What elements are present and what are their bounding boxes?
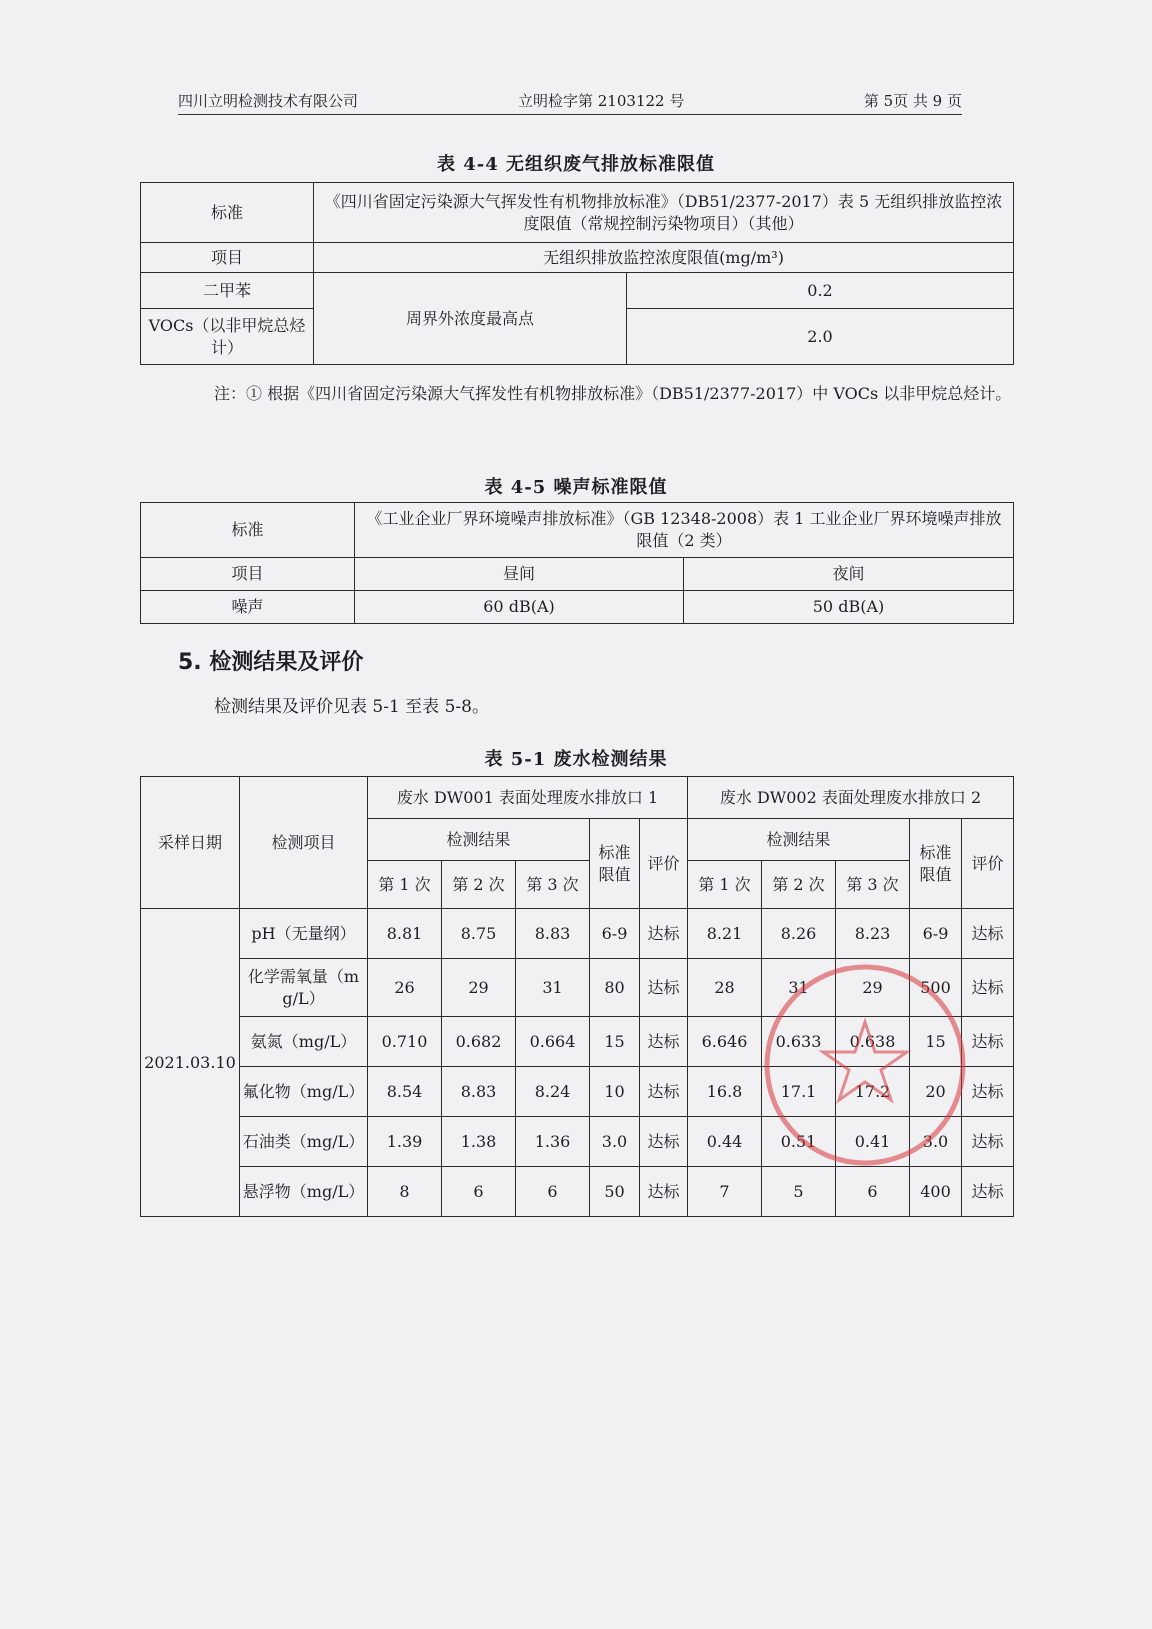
item-name: 氟化物（mg/L） (240, 1067, 368, 1117)
result-cell: 31 (762, 959, 836, 1017)
eval-cell: 达标 (640, 1017, 688, 1067)
limit-cell: 6-9 (910, 909, 962, 959)
result-cell: 6 (442, 1167, 516, 1217)
table-4-5-title: 表 4-5 噪声标准限值 (484, 477, 668, 498)
section-text: 检测结果及评价见表 5-1 至表 5-8。 (214, 697, 489, 717)
item-header: 检测项目 (240, 777, 368, 909)
results-header: 检测结果 (368, 819, 590, 861)
result-cell: 28 (688, 959, 762, 1017)
run-header: 第 3 次 (836, 861, 910, 909)
limit-header: 标准限值 (910, 819, 962, 909)
result-cell: 8.83 (516, 909, 590, 959)
result-cell: 0.633 (762, 1017, 836, 1067)
result-cell: 0.41 (836, 1117, 910, 1167)
limit-header: 标准限值 (590, 819, 640, 909)
table-4-4-title: 表 4-4 无组织废气排放标准限值 (436, 154, 716, 175)
limit-value: 0.2 (627, 273, 1014, 309)
result-cell: 1.39 (368, 1117, 442, 1167)
result-cell: 8.24 (516, 1067, 590, 1117)
table-row (141, 1017, 1014, 1067)
result-cell: 7 (688, 1167, 762, 1217)
night-label: 夜间 (684, 558, 1014, 591)
run-header: 第 2 次 (762, 861, 836, 909)
eval-header: 评价 (962, 819, 1014, 909)
eval-cell: 达标 (640, 959, 688, 1017)
header-company: 四川立明检测技术有限公司 (178, 92, 359, 110)
result-cell: 17.1 (762, 1067, 836, 1117)
eval-cell: 达标 (962, 1167, 1014, 1217)
header-page-info: 第 5页 共 9 页 (863, 92, 962, 110)
run-header: 第 1 次 (368, 861, 442, 909)
result-cell: 1.36 (516, 1117, 590, 1167)
pollutant-name: 二甲苯 (141, 273, 314, 309)
limit-cell: 20 (910, 1067, 962, 1117)
item-label: 项目 (141, 558, 355, 591)
table-5-1 (140, 776, 1014, 1217)
limit-value: 2.0 (627, 309, 1014, 365)
eval-cell: 达标 (640, 1067, 688, 1117)
table-5-1-title: 表 5-1 废水检测结果 (484, 749, 668, 770)
section-heading: 5. 检测结果及评价 (178, 650, 364, 675)
date-header: 采样日期 (141, 777, 240, 909)
day-limit: 60 dB(A) (355, 591, 684, 624)
table-4-5 (140, 502, 1014, 624)
table-row (141, 1067, 1014, 1117)
run-header: 第 3 次 (516, 861, 590, 909)
outlet-2-header: 废水 DW002 表面处理废水排放口 2 (688, 777, 1014, 819)
result-cell: 8.23 (836, 909, 910, 959)
day-label: 昼间 (355, 558, 684, 591)
result-cell: 5 (762, 1167, 836, 1217)
result-cell: 29 (442, 959, 516, 1017)
result-cell: 0.710 (368, 1017, 442, 1067)
standard-value: 《四川省固定污染源大气挥发性有机物排放标准》（DB51/2377-2017）表 5 无组织排放监控浓度限值（常规控制污染物项目）（其他） (314, 183, 1014, 243)
item-name: 氨氮（mg/L） (240, 1017, 368, 1067)
result-cell: 0.51 (762, 1117, 836, 1167)
item-value: 无组织排放监控浓度限值(mg/m³) (314, 243, 1014, 273)
limit-cell: 500 (910, 959, 962, 1017)
result-cell: 0.664 (516, 1017, 590, 1067)
result-cell: 8.83 (442, 1067, 516, 1117)
table-row (141, 909, 1014, 959)
sampling-date: 2021.03.10 (141, 909, 240, 1217)
result-cell: 0.44 (688, 1117, 762, 1167)
noise-label: 噪声 (141, 591, 355, 624)
table-row (141, 1167, 1014, 1217)
header-report-number: 立明检字第 2103122 号 (518, 92, 685, 110)
result-cell: 8.81 (368, 909, 442, 959)
result-cell: 0.682 (442, 1017, 516, 1067)
standard-value: 《工业企业厂界环境噪声排放标准》（GB 12348-2008）表 1 工业企业厂界环境噪声排放限值（2 类） (355, 503, 1014, 558)
result-cell: 16.8 (688, 1067, 762, 1117)
table-row (141, 959, 1014, 1017)
result-cell: 29 (836, 959, 910, 1017)
item-name: 石油类（mg/L） (240, 1117, 368, 1167)
eval-cell: 达标 (962, 909, 1014, 959)
item-label: 项目 (141, 243, 314, 273)
standard-label: 标准 (141, 183, 314, 243)
pollutant-name: VOCs（以非甲烷总烃计） (141, 309, 314, 365)
result-cell: 17.2 (836, 1067, 910, 1117)
eval-cell: 达标 (962, 1117, 1014, 1167)
limit-cell: 10 (590, 1067, 640, 1117)
item-name: 悬浮物（mg/L） (240, 1167, 368, 1217)
result-cell: 26 (368, 959, 442, 1017)
result-cell: 8.54 (368, 1067, 442, 1117)
result-cell: 8.75 (442, 909, 516, 959)
limit-cell: 50 (590, 1167, 640, 1217)
result-cell: 8.21 (688, 909, 762, 959)
run-header: 第 2 次 (442, 861, 516, 909)
result-cell: 0.638 (836, 1017, 910, 1067)
result-cell: 6 (836, 1167, 910, 1217)
limit-cell: 3.0 (910, 1117, 962, 1167)
result-cell: 6 (516, 1167, 590, 1217)
result-cell: 8.26 (762, 909, 836, 959)
limit-cell: 15 (590, 1017, 640, 1067)
item-name: 化学需氧量（mg/L） (240, 959, 368, 1017)
result-cell: 1.38 (442, 1117, 516, 1167)
eval-cell: 达标 (962, 1017, 1014, 1067)
table-4-4-note: 注：① 根据《四川省固定污染源大气挥发性有机物排放标准》（DB51/2377-2017）中 VOCs 以非甲烷总烃计。 (214, 384, 1012, 403)
results-header: 检测结果 (688, 819, 910, 861)
limit-cell: 80 (590, 959, 640, 1017)
monitoring-location: 周界外浓度最高点 (314, 273, 627, 365)
result-cell: 6.646 (688, 1017, 762, 1067)
limit-cell: 15 (910, 1017, 962, 1067)
limit-cell: 400 (910, 1167, 962, 1217)
result-cell: 8 (368, 1167, 442, 1217)
outlet-1-header: 废水 DW001 表面处理废水排放口 1 (368, 777, 688, 819)
eval-cell: 达标 (962, 959, 1014, 1017)
eval-header: 评价 (640, 819, 688, 909)
table-row (141, 1117, 1014, 1167)
eval-cell: 达标 (640, 1117, 688, 1167)
page-header (178, 88, 962, 115)
limit-cell: 6-9 (590, 909, 640, 959)
eval-cell: 达标 (640, 1167, 688, 1217)
eval-cell: 达标 (640, 909, 688, 959)
eval-cell: 达标 (962, 1067, 1014, 1117)
result-cell: 31 (516, 959, 590, 1017)
table-4-4 (140, 182, 1014, 365)
standard-label: 标准 (141, 503, 355, 558)
item-name: pH（无量纲） (240, 909, 368, 959)
night-limit: 50 dB(A) (684, 591, 1014, 624)
limit-cell: 3.0 (590, 1117, 640, 1167)
run-header: 第 1 次 (688, 861, 762, 909)
